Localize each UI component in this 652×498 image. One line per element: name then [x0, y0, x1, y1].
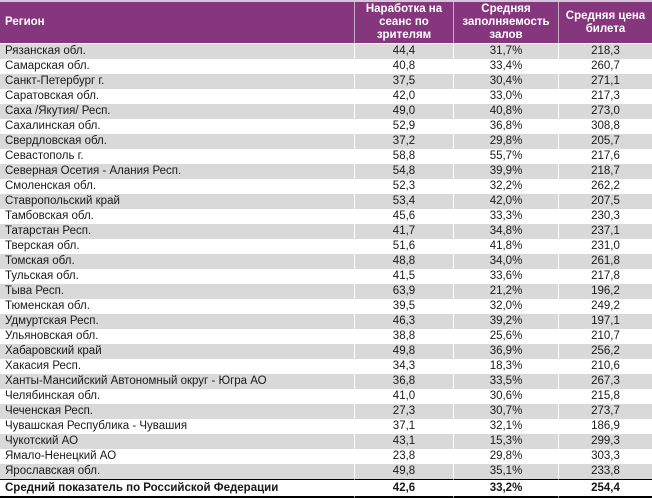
price-cell: 210,6	[558, 359, 652, 374]
sessions-cell: 52,9	[354, 119, 453, 134]
price-cell: 249,2	[558, 299, 652, 314]
sessions-cell: 51,6	[354, 239, 453, 254]
occupancy-cell: 39,2%	[453, 314, 558, 329]
price-cell: 233,8	[558, 464, 652, 479]
region-cell: Хакасия Респ.	[0, 359, 354, 374]
table-row	[0, 209, 652, 224]
price-cell: 218,3	[558, 44, 652, 59]
col-header-price: Средняя цена билета	[558, 2, 652, 44]
occupancy-cell: 34,8%	[453, 224, 558, 239]
price-cell: 261,8	[558, 254, 652, 269]
occupancy-cell: 21,2%	[453, 284, 558, 299]
sessions-cell: 41,0	[354, 389, 453, 404]
occupancy-cell: 18,3%	[453, 359, 558, 374]
occupancy-cell: 33,0%	[453, 89, 558, 104]
occupancy-cell: 40,8%	[453, 104, 558, 119]
table-row	[0, 119, 652, 134]
region-cell: Санкт-Петербург г.	[0, 74, 354, 89]
region-cell: Северная Осетия - Алания Респ.	[0, 164, 354, 179]
data-table	[0, 2, 652, 498]
occupancy-cell: 36,8%	[453, 119, 558, 134]
table-row	[0, 224, 652, 239]
sessions-cell: 43,1	[354, 434, 453, 449]
table-row	[0, 404, 652, 419]
region-cell: Ульяновская обл.	[0, 329, 354, 344]
price-cell: 186,9	[558, 419, 652, 434]
table-row	[0, 284, 652, 299]
table-row	[0, 449, 652, 464]
sessions-cell: 46,3	[354, 314, 453, 329]
occupancy-cell: 34,0%	[453, 254, 558, 269]
table-header	[0, 2, 652, 44]
col-header-sessions: Наработка на сеанс по зрителям	[354, 2, 453, 44]
table-row	[0, 329, 652, 344]
occupancy-cell: 33,3%	[453, 209, 558, 224]
table-row	[0, 359, 652, 374]
region-cell: Тыва Респ.	[0, 284, 354, 299]
region-cell: Удмуртская Респ.	[0, 314, 354, 329]
sessions-cell: 27,3	[354, 404, 453, 419]
occupancy-cell: 36,9%	[453, 344, 558, 359]
col-header-region: Регион	[0, 2, 354, 44]
region-cell: Рязанская обл.	[0, 44, 354, 59]
occupancy-cell: 29,8%	[453, 449, 558, 464]
occupancy-cell: 42,0%	[453, 194, 558, 209]
table-row	[0, 59, 652, 74]
price-cell: 210,7	[558, 329, 652, 344]
occupancy-cell: 33,2%	[453, 479, 558, 498]
table-row	[0, 179, 652, 194]
occupancy-cell: 32,0%	[453, 299, 558, 314]
table-row	[0, 74, 652, 89]
price-cell: 256,2	[558, 344, 652, 359]
col-header-occupancy: Средняя заполняемость залов	[453, 2, 558, 44]
occupancy-cell: 35,1%	[453, 464, 558, 479]
sessions-cell: 40,8	[354, 59, 453, 74]
sessions-cell: 44,4	[354, 44, 453, 59]
price-cell: 273,0	[558, 104, 652, 119]
occupancy-cell: 31,7%	[453, 44, 558, 59]
region-cell: Тверская обл.	[0, 239, 354, 254]
region-cell: Чукотский АО	[0, 434, 354, 449]
price-cell: 303,3	[558, 449, 652, 464]
region-cell: Ханты-Мансийский Автономный округ - Югра АО	[0, 374, 354, 389]
sessions-cell: 34,3	[354, 359, 453, 374]
price-cell: 308,8	[558, 119, 652, 134]
occupancy-cell: 41,8%	[453, 239, 558, 254]
table-row	[0, 134, 652, 149]
sessions-cell: 23,8	[354, 449, 453, 464]
region-cell: Челябинская обл.	[0, 389, 354, 404]
sessions-cell: 45,6	[354, 209, 453, 224]
price-cell: 231,0	[558, 239, 652, 254]
sessions-cell: 54,8	[354, 164, 453, 179]
occupancy-cell: 33,6%	[453, 269, 558, 284]
region-cell: Томская обл.	[0, 254, 354, 269]
table-row	[0, 374, 652, 389]
region-cell: Ямало-Ненецкий АО	[0, 449, 354, 464]
price-cell: 267,3	[558, 374, 652, 389]
table-row	[0, 89, 652, 104]
region-cell: Саха /Якутия/ Респ.	[0, 104, 354, 119]
region-cell: Тамбовская обл.	[0, 209, 354, 224]
table-row	[0, 44, 652, 59]
sessions-cell: 53,4	[354, 194, 453, 209]
sessions-cell: 49,0	[354, 104, 453, 119]
price-cell: 205,7	[558, 134, 652, 149]
table-row	[0, 104, 652, 119]
region-cell: Хабаровский край	[0, 344, 354, 359]
header-row	[0, 2, 652, 44]
price-cell: 260,7	[558, 59, 652, 74]
region-cell: Ярославская обл.	[0, 464, 354, 479]
table-row	[0, 194, 652, 209]
sessions-cell: 52,3	[354, 179, 453, 194]
occupancy-cell: 29,8%	[453, 134, 558, 149]
price-cell: 196,2	[558, 284, 652, 299]
occupancy-cell: 32,1%	[453, 419, 558, 434]
region-cell: Чеченская Респ.	[0, 404, 354, 419]
sessions-cell: 37,5	[354, 74, 453, 89]
sessions-cell: 37,2	[354, 134, 453, 149]
table-row-summary	[0, 479, 652, 498]
table-row	[0, 254, 652, 269]
sessions-cell: 42,6	[354, 479, 453, 498]
price-cell: 273,7	[558, 404, 652, 419]
region-cell: Свердловская обл.	[0, 134, 354, 149]
region-cell: Татарстан Респ.	[0, 224, 354, 239]
table-row	[0, 164, 652, 179]
region-cell: Ставропольский край	[0, 194, 354, 209]
price-cell: 299,3	[558, 434, 652, 449]
occupancy-cell: 25,6%	[453, 329, 558, 344]
price-cell: 215,8	[558, 389, 652, 404]
table-row	[0, 149, 652, 164]
price-cell: 218,7	[558, 164, 652, 179]
table-row	[0, 344, 652, 359]
occupancy-cell: 30,7%	[453, 404, 558, 419]
occupancy-cell: 30,4%	[453, 74, 558, 89]
sessions-cell: 58,8	[354, 149, 453, 164]
region-cell: Средний показатель по Российской Федерации	[0, 479, 354, 498]
region-cell: Самарская обл.	[0, 59, 354, 74]
sessions-cell: 39,5	[354, 299, 453, 314]
price-cell: 207,5	[558, 194, 652, 209]
sessions-cell: 49,8	[354, 344, 453, 359]
occupancy-cell: 32,2%	[453, 179, 558, 194]
table-row	[0, 434, 652, 449]
table-row	[0, 239, 652, 254]
table-row	[0, 299, 652, 314]
region-cell: Тульская обл.	[0, 269, 354, 284]
price-cell: 217,3	[558, 89, 652, 104]
sessions-cell: 41,5	[354, 269, 453, 284]
price-cell: 197,1	[558, 314, 652, 329]
table-row	[0, 269, 652, 284]
price-cell: 217,8	[558, 269, 652, 284]
region-cell: Сахалинская обл.	[0, 119, 354, 134]
region-cell: Севастополь г.	[0, 149, 354, 164]
price-cell: 254,4	[558, 479, 652, 498]
occupancy-cell: 33,4%	[453, 59, 558, 74]
sessions-cell: 38,8	[354, 329, 453, 344]
price-cell: 230,3	[558, 209, 652, 224]
occupancy-cell: 55,7%	[453, 149, 558, 164]
occupancy-cell: 15,3%	[453, 434, 558, 449]
region-cell: Смоленская обл.	[0, 179, 354, 194]
sessions-cell: 63,9	[354, 284, 453, 299]
region-cell: Чувашская Республика - Чувашия	[0, 419, 354, 434]
price-cell: 217,6	[558, 149, 652, 164]
occupancy-cell: 33,5%	[453, 374, 558, 389]
table-row	[0, 389, 652, 404]
sessions-cell: 48,8	[354, 254, 453, 269]
sessions-cell: 49,8	[354, 464, 453, 479]
table-row	[0, 314, 652, 329]
price-cell: 262,2	[558, 179, 652, 194]
price-cell: 237,1	[558, 224, 652, 239]
occupancy-cell: 30,6%	[453, 389, 558, 404]
sessions-cell: 37,1	[354, 419, 453, 434]
region-cell: Саратовская обл.	[0, 89, 354, 104]
occupancy-cell: 39,9%	[453, 164, 558, 179]
sessions-cell: 36,8	[354, 374, 453, 389]
region-cell: Тюменская обл.	[0, 299, 354, 314]
table-row	[0, 464, 652, 479]
sessions-cell: 42,0	[354, 89, 453, 104]
sessions-cell: 41,7	[354, 224, 453, 239]
table-row	[0, 419, 652, 434]
price-cell: 271,1	[558, 74, 652, 89]
table-body	[0, 44, 652, 498]
